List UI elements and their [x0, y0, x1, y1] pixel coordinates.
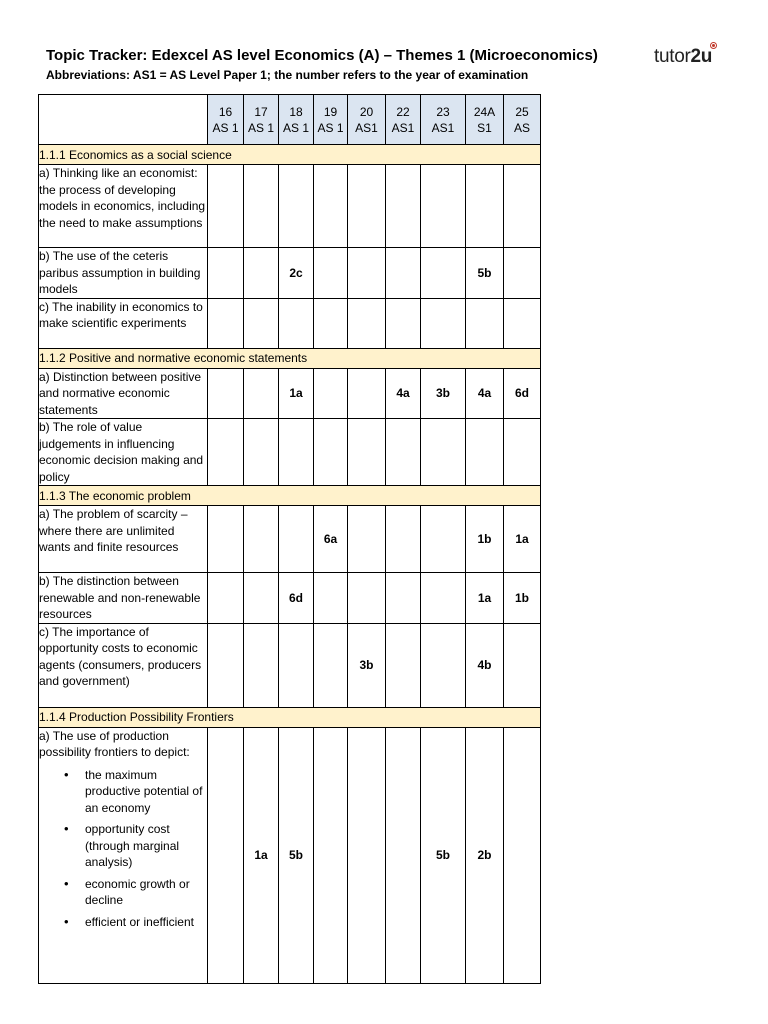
topic-bullet: • efficient or inefficient [85, 914, 207, 931]
topic-cell [39, 368, 208, 419]
column-header: 19 AS 1 [314, 95, 348, 145]
topic-bullet: • economic growth or decline [85, 876, 207, 909]
topic-bullet-list [39, 767, 207, 931]
question-ref-cell: 1a [244, 727, 279, 983]
question-ref-cell [314, 573, 348, 624]
question-ref-cell: 5b [421, 727, 466, 983]
question-ref-cell: 4a [386, 368, 421, 419]
question-ref-cell [466, 298, 504, 348]
question-ref-cell: 4b [466, 623, 504, 707]
question-ref-cell [386, 248, 421, 299]
question-ref-cell: 1b [466, 506, 504, 573]
table-row [39, 248, 541, 299]
question-ref-cell [386, 623, 421, 707]
question-ref-cell: 6d [504, 368, 541, 419]
question-ref-cell [208, 298, 244, 348]
table-row [39, 727, 541, 983]
topic-cell [39, 419, 208, 486]
question-ref-cell [386, 298, 421, 348]
section-row [39, 145, 541, 165]
question-ref-cell [279, 419, 314, 486]
table-row [39, 165, 541, 248]
question-ref-cell: 1a [466, 573, 504, 624]
question-ref-cell: 2b [466, 727, 504, 983]
question-ref-cell [244, 368, 279, 419]
question-ref-cell [314, 298, 348, 348]
question-ref-cell [314, 623, 348, 707]
column-header: 20 AS1 [348, 95, 386, 145]
question-ref-cell [466, 165, 504, 248]
question-ref-cell [208, 506, 244, 573]
question-ref-cell: 6a [314, 506, 348, 573]
question-ref-cell [208, 248, 244, 299]
topic-cell [39, 248, 208, 299]
question-ref-cell [208, 727, 244, 983]
column-header: 17 AS 1 [244, 95, 279, 145]
topic-cell [39, 165, 208, 248]
topic-text: a) The use of production possibility frontiers to depict: [39, 728, 190, 759]
question-ref-cell: 1a [504, 506, 541, 573]
column-header: 24A S1 [466, 95, 504, 145]
question-ref-cell [279, 298, 314, 348]
topic-bullet: • opportunity cost (through marginal analysis) [85, 821, 207, 871]
topic-text: b) The role of value judgements in influencing economic decision making and policy [39, 420, 204, 484]
question-ref-cell [348, 298, 386, 348]
question-ref-cell [348, 506, 386, 573]
section-row [39, 486, 541, 506]
topic-cell [39, 298, 208, 348]
table-row [39, 623, 541, 707]
question-ref-cell [314, 727, 348, 983]
question-ref-cell [244, 419, 279, 486]
question-ref-cell [386, 165, 421, 248]
topic-text: c) The inability in economics to make scientific experiments [39, 299, 203, 330]
question-ref-cell [244, 248, 279, 299]
topic-text: c) The importance of opportunity costs to economic agents (consumers, producers and government) [39, 624, 202, 688]
question-ref-cell [208, 573, 244, 624]
logo-dot-icon [710, 42, 717, 49]
question-ref-cell [504, 298, 541, 348]
question-ref-cell: 2c [279, 248, 314, 299]
column-header: 23 AS1 [421, 95, 466, 145]
table-row [39, 573, 541, 624]
question-ref-cell [314, 248, 348, 299]
topic-tracker-table [38, 94, 541, 984]
topic-cell [39, 573, 208, 624]
question-ref-cell [244, 298, 279, 348]
question-ref-cell [279, 506, 314, 573]
column-header: 18 AS 1 [279, 95, 314, 145]
table-row [39, 368, 541, 419]
question-ref-cell [314, 419, 348, 486]
question-ref-cell [421, 623, 466, 707]
question-ref-cell [421, 298, 466, 348]
question-ref-cell [421, 573, 466, 624]
topic-cell [39, 623, 208, 707]
question-ref-cell [208, 623, 244, 707]
topic-text: a) The problem of scarcity – where there are unlimited wants and finite resources [39, 507, 188, 554]
column-header: 25 AS [504, 95, 541, 145]
topic-text: b) The distinction between renewable and non-renewable resources [39, 574, 201, 621]
topic-cell [39, 727, 208, 983]
question-ref-cell [314, 368, 348, 419]
question-ref-cell [244, 623, 279, 707]
column-header: 16 AS 1 [208, 95, 244, 145]
question-ref-cell [421, 248, 466, 299]
question-ref-cell: 3b [348, 623, 386, 707]
question-ref-cell [314, 165, 348, 248]
question-ref-cell: 4a [466, 368, 504, 419]
page-title: Topic Tracker: Edexcel AS level Economics (A) – Themes 1 (Microeconomics) [46, 47, 598, 64]
section-title: 1.1.3 The economic problem [39, 486, 541, 506]
question-ref-cell [348, 248, 386, 299]
topic-text: a) Distinction between positive and normative economic statements [39, 369, 202, 417]
page-subtitle: Abbreviations: AS1 = AS Level Paper 1; the number refers to the year of examination [46, 68, 529, 82]
logo-wordmark-number: 2u [690, 46, 713, 67]
question-ref-cell: 5b [466, 248, 504, 299]
corner-cell [39, 95, 208, 145]
question-ref-cell [244, 165, 279, 248]
question-ref-cell [421, 165, 466, 248]
section-row [39, 707, 541, 727]
logo-wordmark: tutor [654, 46, 691, 67]
question-ref-cell [466, 419, 504, 486]
question-ref-cell [386, 573, 421, 624]
table-row [39, 419, 541, 486]
question-ref-cell [279, 623, 314, 707]
section-title: 1.1.1 Economics as a social science [39, 145, 541, 165]
question-ref-cell [421, 506, 466, 573]
topic-cell [39, 506, 208, 573]
question-ref-cell [348, 419, 386, 486]
question-ref-cell [348, 368, 386, 419]
question-ref-cell [208, 165, 244, 248]
question-ref-cell: 3b [421, 368, 466, 419]
question-ref-cell: 5b [279, 727, 314, 983]
section-row [39, 348, 541, 368]
tutor2u-logo [654, 46, 712, 68]
question-ref-cell: 1b [504, 573, 541, 624]
question-ref-cell [504, 727, 541, 983]
question-ref-cell [348, 573, 386, 624]
question-ref-cell [348, 727, 386, 983]
question-ref-cell [208, 368, 244, 419]
topic-bullet: • the maximum productive potential of an economy [85, 767, 207, 817]
question-ref-cell [504, 248, 541, 299]
header-row [39, 95, 541, 145]
question-ref-cell [504, 419, 541, 486]
question-ref-cell [386, 727, 421, 983]
table-row [39, 298, 541, 348]
section-title: 1.1.4 Production Possibility Frontiers [39, 707, 541, 727]
question-ref-cell [244, 573, 279, 624]
question-ref-cell [348, 165, 386, 248]
question-ref-cell [386, 506, 421, 573]
question-ref-cell [421, 419, 466, 486]
question-ref-cell [504, 623, 541, 707]
section-title: 1.1.2 Positive and normative economic statements [39, 348, 541, 368]
topic-text: b) The use of the ceteris paribus assumption in building models [39, 249, 201, 296]
column-header: 22 AS1 [386, 95, 421, 145]
question-ref-cell [244, 506, 279, 573]
question-ref-cell: 1a [279, 368, 314, 419]
question-ref-cell [386, 419, 421, 486]
question-ref-cell [279, 165, 314, 248]
question-ref-cell: 6d [279, 573, 314, 624]
question-ref-cell [208, 419, 244, 486]
topic-text: a) Thinking like an economist: the process of developing models in economics, including the need to make assumptions [39, 166, 206, 230]
question-ref-cell [504, 165, 541, 248]
table-row [39, 506, 541, 573]
